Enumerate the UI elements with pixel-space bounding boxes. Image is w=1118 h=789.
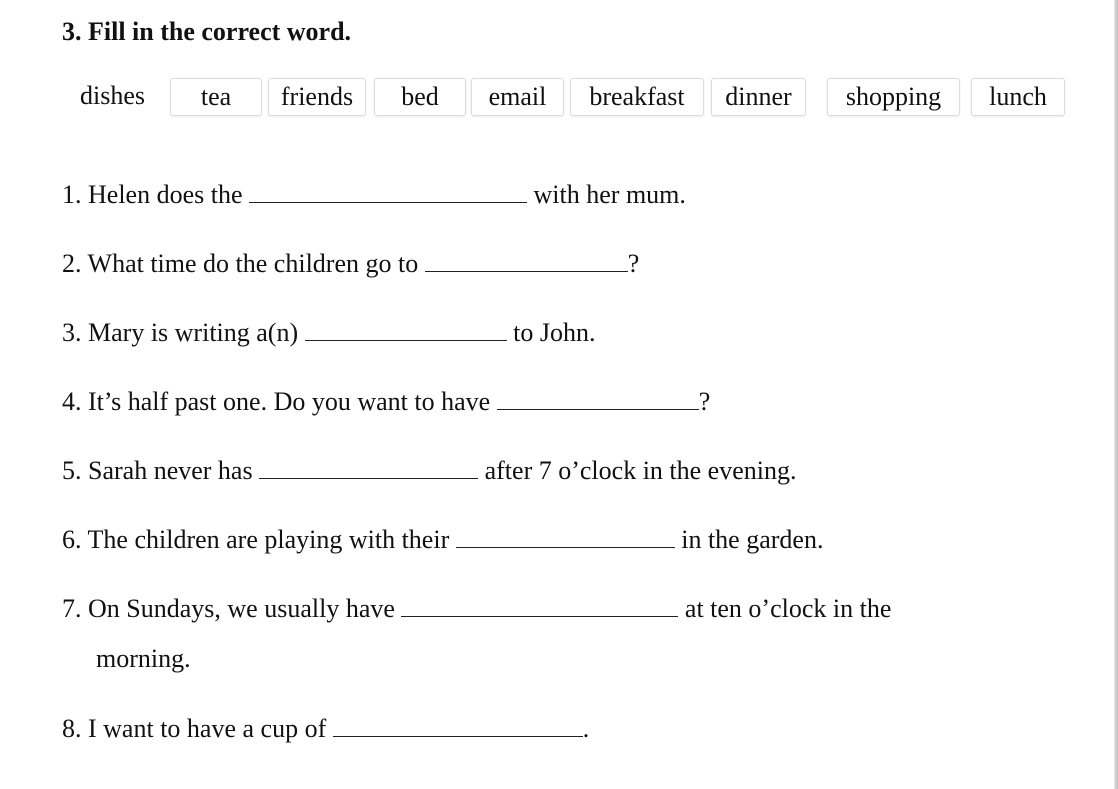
answer-blank-1[interactable] bbox=[249, 178, 527, 203]
answer-blank-4[interactable] bbox=[497, 385, 699, 410]
word-bank-item-friends: friends bbox=[268, 78, 366, 116]
question-text-before: Helen does the bbox=[88, 180, 243, 209]
question-5 bbox=[62, 454, 796, 487]
question-7 bbox=[62, 592, 891, 625]
answer-blank-8[interactable] bbox=[333, 712, 583, 737]
question-text-after: at ten o’clock in the bbox=[684, 594, 892, 623]
question-text-after: with her mum. bbox=[533, 180, 686, 209]
question-text-before: What time do the children go to bbox=[87, 249, 419, 278]
question-text-before: Mary is writing a(n) bbox=[88, 318, 299, 347]
question-number: 6. bbox=[62, 525, 82, 554]
question-4 bbox=[62, 385, 710, 418]
question-2 bbox=[62, 247, 639, 280]
answer-blank-3[interactable] bbox=[305, 316, 507, 341]
question-7-continuation: morning. bbox=[96, 644, 191, 673]
word-bank-item-lunch: lunch bbox=[971, 78, 1065, 116]
question-number: 1. bbox=[62, 180, 82, 209]
question-text-after: ? bbox=[627, 249, 640, 278]
question-text-after: in the garden. bbox=[681, 525, 824, 554]
answer-blank-6[interactable] bbox=[456, 523, 675, 548]
question-text-after: . bbox=[582, 714, 590, 743]
question-8 bbox=[62, 712, 589, 745]
question-number: 8. bbox=[62, 714, 82, 743]
answer-blank-7[interactable] bbox=[401, 592, 678, 617]
question-text-after: ? bbox=[698, 387, 711, 416]
answer-blank-5[interactable] bbox=[259, 454, 478, 479]
word-bank-item-bed: bed bbox=[374, 78, 466, 116]
word-bank-item-tea: tea bbox=[170, 78, 262, 116]
question-text-before: The children are playing with their bbox=[87, 525, 450, 554]
question-number: 4. bbox=[62, 387, 82, 416]
question-number: 5. bbox=[62, 456, 82, 485]
word-bank-item-email: email bbox=[471, 78, 564, 116]
exercise-title: 3. Fill in the correct word. bbox=[62, 17, 352, 46]
word-bank-item-dishes: dishes bbox=[80, 78, 166, 116]
question-6 bbox=[62, 523, 823, 556]
question-number: 2. bbox=[62, 249, 82, 278]
question-number: 7. bbox=[62, 594, 82, 623]
question-text-after: to John. bbox=[513, 318, 596, 347]
word-bank-item-shopping: shopping bbox=[827, 78, 960, 116]
question-text-before: It’s half past one. Do you want to have bbox=[88, 387, 491, 416]
page-edge-shadow bbox=[1114, 0, 1118, 789]
question-1 bbox=[62, 178, 686, 211]
question-3 bbox=[62, 316, 595, 349]
word-bank-item-breakfast: breakfast bbox=[570, 78, 704, 116]
word-bank-item-dinner: dinner bbox=[711, 78, 806, 116]
question-text-after: after 7 o’clock in the evening. bbox=[484, 456, 797, 485]
question-number: 3. bbox=[62, 318, 82, 347]
answer-blank-2[interactable] bbox=[425, 247, 628, 272]
question-text-before: I want to have a cup of bbox=[88, 714, 327, 743]
question-text-before: On Sundays, we usually have bbox=[88, 594, 395, 623]
question-text-before: Sarah never has bbox=[88, 456, 253, 485]
